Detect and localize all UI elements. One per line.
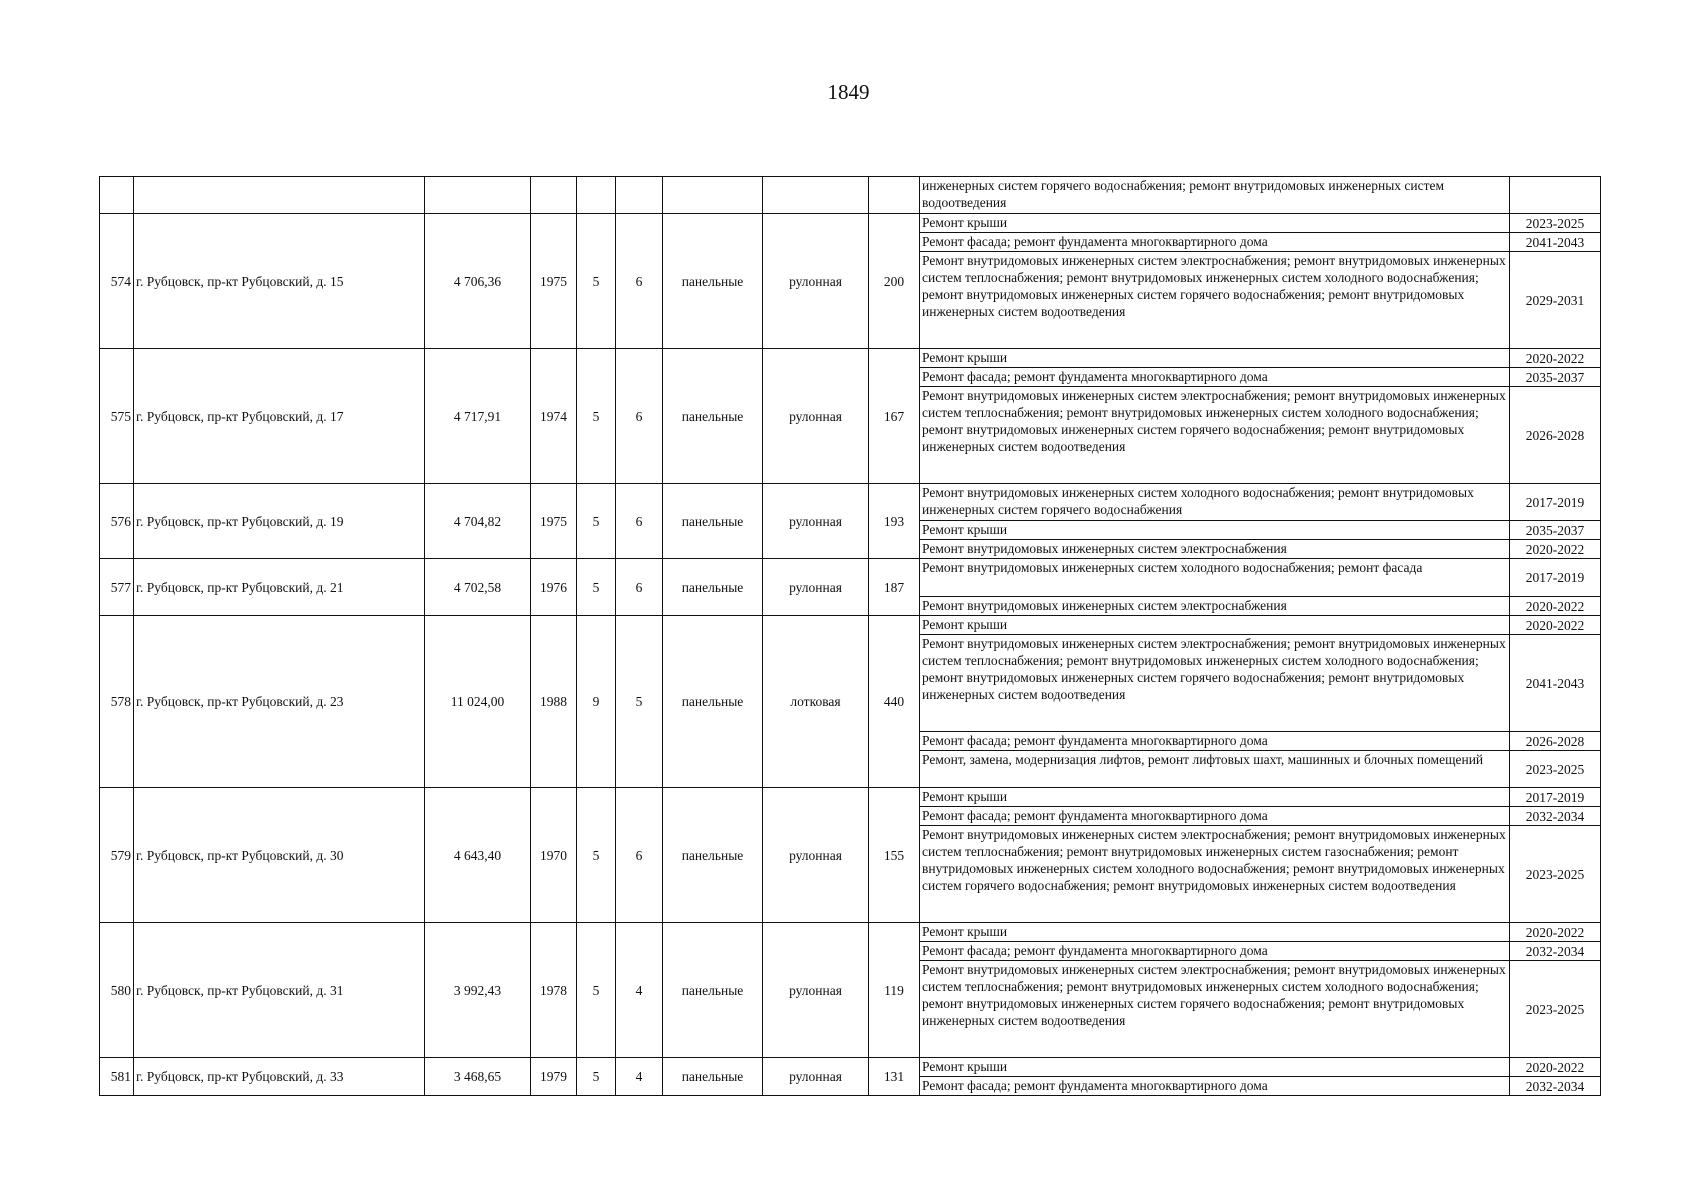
page-number: 1849 xyxy=(827,80,870,104)
work-type-cell: Ремонт внутридомовых инженерных систем электроснабжения; ремонт внутридомовых инженерных систем теплоснабжения; ремонт внутридомовых инженерных систем холодного водоснабжения; ремонт внутридомовых инженерных систем горячего водоснабжения; ремонт внутридомовых инженерных систем водоотведения xyxy=(920,252,1510,349)
table-row xyxy=(100,788,1601,807)
work-type-cell: Ремонт внутридомовых инженерных систем электроснабжения; ремонт внутридомовых инженерных систем теплоснабжения; ремонт внутридомовых инженерных систем холодного водоснабжения; ремонт внутридомовых инженерных систем горячего водоснабжения; ремонт внутридомовых инженерных систем водоотведения xyxy=(920,635,1510,732)
table-row xyxy=(100,214,1601,233)
work-period-cell: 2035-2037 xyxy=(1510,368,1601,387)
work-type-cell: Ремонт фасада; ремонт фундамента многоквартирного дома xyxy=(920,1077,1510,1096)
cell-address: г. Рубцовск, пр-кт Рубцовский, д. 31 xyxy=(134,923,425,1058)
table-row xyxy=(100,1058,1601,1077)
table-body xyxy=(100,177,1601,1096)
work-type-cell: Ремонт, замена, модернизация лифтов, ремонт лифтовых шахт, машинных и блочных помещений xyxy=(920,751,1510,788)
table-row xyxy=(100,559,1601,597)
work-period-cell: 2041-2043 xyxy=(1510,233,1601,252)
cell-empty xyxy=(531,177,577,214)
work-period-cell: 2017-2019 xyxy=(1510,559,1601,597)
cell-build-year: 1974 xyxy=(531,349,577,484)
cell-row-number: 578 xyxy=(100,616,134,788)
table-row xyxy=(100,616,1601,635)
work-period-cell xyxy=(1510,177,1601,214)
work-type-cell: Ремонт фасада; ремонт фундамента многоквартирного дома xyxy=(920,233,1510,252)
work-period-cell: 2023-2025 xyxy=(1510,751,1601,788)
cell-residents: 167 xyxy=(869,349,920,484)
table-row xyxy=(100,923,1601,942)
cell-wall-material: панельные xyxy=(663,484,763,559)
cell-empty xyxy=(869,177,920,214)
cell-empty xyxy=(577,177,616,214)
capital-repair-table xyxy=(99,176,1601,1096)
work-period-cell: 2017-2019 xyxy=(1510,484,1601,521)
work-type-cell: Ремонт внутридомовых инженерных систем электроснабжения xyxy=(920,540,1510,559)
work-period-cell: 2020-2022 xyxy=(1510,540,1601,559)
cell-build-year: 1988 xyxy=(531,616,577,788)
cell-residents: 155 xyxy=(869,788,920,923)
work-period-cell: 2032-2034 xyxy=(1510,942,1601,961)
cell-address: г. Рубцовск, пр-кт Рубцовский, д. 23 xyxy=(134,616,425,788)
cell-entrances: 6 xyxy=(616,484,663,559)
cell-build-year: 1975 xyxy=(531,484,577,559)
cell-row-number: 579 xyxy=(100,788,134,923)
cell-build-year: 1979 xyxy=(531,1058,577,1096)
cell-residents: 440 xyxy=(869,616,920,788)
cell-row-number: 581 xyxy=(100,1058,134,1096)
cell-floors: 5 xyxy=(577,484,616,559)
cell-entrances: 6 xyxy=(616,788,663,923)
work-period-cell: 2029-2031 xyxy=(1510,252,1601,349)
table-row-continuation xyxy=(100,177,1601,214)
work-type-cell: Ремонт крыши xyxy=(920,923,1510,942)
cell-build-year: 1978 xyxy=(531,923,577,1058)
work-type-cell: Ремонт фасада; ремонт фундамента многоквартирного дома xyxy=(920,807,1510,826)
work-type-cell: Ремонт крыши xyxy=(920,349,1510,368)
cell-roof-type: рулонная xyxy=(763,484,869,559)
cell-floors: 5 xyxy=(577,349,616,484)
cell-wall-material: панельные xyxy=(663,214,763,349)
cell-roof-type: рулонная xyxy=(763,559,869,616)
cell-entrances: 6 xyxy=(616,559,663,616)
cell-roof-type: рулонная xyxy=(763,788,869,923)
cell-residents: 200 xyxy=(869,214,920,349)
cell-empty xyxy=(100,177,134,214)
work-period-cell: 2017-2019 xyxy=(1510,788,1601,807)
cell-wall-material: панельные xyxy=(663,923,763,1058)
cell-row-number: 575 xyxy=(100,349,134,484)
cell-total-area: 4 702,58 xyxy=(425,559,531,616)
table-row xyxy=(100,484,1601,521)
cell-total-area: 11 024,00 xyxy=(425,616,531,788)
cell-wall-material: панельные xyxy=(663,788,763,923)
cell-row-number: 577 xyxy=(100,559,134,616)
work-period-cell: 2032-2034 xyxy=(1510,1077,1601,1096)
cell-total-area: 4 643,40 xyxy=(425,788,531,923)
cell-row-number: 574 xyxy=(100,214,134,349)
cell-entrances: 4 xyxy=(616,1058,663,1096)
work-period-cell: 2020-2022 xyxy=(1510,616,1601,635)
work-period-cell: 2023-2025 xyxy=(1510,826,1601,923)
work-period-cell: 2035-2037 xyxy=(1510,521,1601,540)
cell-floors: 5 xyxy=(577,214,616,349)
work-type-cell: Ремонт внутридомовых инженерных систем электроснабжения xyxy=(920,597,1510,616)
cell-row-number: 580 xyxy=(100,923,134,1058)
cell-floors: 9 xyxy=(577,616,616,788)
cell-roof-type: рулонная xyxy=(763,1058,869,1096)
work-type-cell: Ремонт крыши xyxy=(920,521,1510,540)
cell-total-area: 4 717,91 xyxy=(425,349,531,484)
work-period-cell: 2020-2022 xyxy=(1510,597,1601,616)
work-type-cell: инженерных систем горячего водоснабжения; ремонт внутридомовых инженерных систем водоотведения xyxy=(920,177,1510,214)
cell-entrances: 5 xyxy=(616,616,663,788)
cell-floors: 5 xyxy=(577,559,616,616)
work-type-cell: Ремонт крыши xyxy=(920,1058,1510,1077)
work-type-cell: Ремонт фасада; ремонт фундамента многоквартирного дома xyxy=(920,732,1510,751)
cell-total-area: 3 992,43 xyxy=(425,923,531,1058)
cell-address: г. Рубцовск, пр-кт Рубцовский, д. 21 xyxy=(134,559,425,616)
cell-empty xyxy=(663,177,763,214)
cell-empty xyxy=(763,177,869,214)
work-type-cell: Ремонт внутридомовых инженерных систем электроснабжения; ремонт внутридомовых инженерных систем теплоснабжения; ремонт внутридомовых инженерных систем газоснабжения; ремонт внутридомовых инженерных систем холодного водоснабжения; ремонт внутридомовых инженерных систем горячего водоснабжения; ремонт внутридомовых инженерных систем водоотведения xyxy=(920,826,1510,923)
cell-entrances: 6 xyxy=(616,214,663,349)
cell-roof-type: рулонная xyxy=(763,923,869,1058)
cell-address: г. Рубцовск, пр-кт Рубцовский, д. 19 xyxy=(134,484,425,559)
cell-address: г. Рубцовск, пр-кт Рубцовский, д. 33 xyxy=(134,1058,425,1096)
cell-roof-type: рулонная xyxy=(763,349,869,484)
work-period-cell: 2026-2028 xyxy=(1510,732,1601,751)
work-period-cell: 2041-2043 xyxy=(1510,635,1601,732)
work-type-cell: Ремонт крыши xyxy=(920,616,1510,635)
cell-roof-type: рулонная xyxy=(763,214,869,349)
work-period-cell: 2023-2025 xyxy=(1510,214,1601,233)
table-row xyxy=(100,349,1601,368)
work-type-cell: Ремонт внутридомовых инженерных систем холодного водоснабжения; ремонт внутридомовых инженерных систем горячего водоснабжения xyxy=(920,484,1510,521)
work-type-cell: Ремонт фасада; ремонт фундамента многоквартирного дома xyxy=(920,942,1510,961)
cell-address: г. Рубцовск, пр-кт Рубцовский, д. 30 xyxy=(134,788,425,923)
work-type-cell: Ремонт внутридомовых инженерных систем электроснабжения; ремонт внутридомовых инженерных систем теплоснабжения; ремонт внутридомовых инженерных систем холодного водоснабжения; ремонт внутридомовых инженерных систем горячего водоснабжения; ремонт внутридомовых инженерных систем водоотведения xyxy=(920,387,1510,484)
work-type-cell: Ремонт крыши xyxy=(920,788,1510,807)
work-period-cell: 2023-2025 xyxy=(1510,961,1601,1058)
work-type-cell: Ремонт крыши xyxy=(920,214,1510,233)
cell-row-number: 576 xyxy=(100,484,134,559)
cell-floors: 5 xyxy=(577,1058,616,1096)
work-period-cell: 2026-2028 xyxy=(1510,387,1601,484)
cell-address: г. Рубцовск, пр-кт Рубцовский, д. 15 xyxy=(134,214,425,349)
work-period-cell: 2020-2022 xyxy=(1510,923,1601,942)
cell-wall-material: панельные xyxy=(663,559,763,616)
work-period-cell: 2032-2034 xyxy=(1510,807,1601,826)
cell-residents: 131 xyxy=(869,1058,920,1096)
cell-empty xyxy=(616,177,663,214)
cell-build-year: 1970 xyxy=(531,788,577,923)
cell-wall-material: панельные xyxy=(663,616,763,788)
cell-floors: 5 xyxy=(577,788,616,923)
cell-floors: 5 xyxy=(577,923,616,1058)
cell-residents: 119 xyxy=(869,923,920,1058)
cell-build-year: 1975 xyxy=(531,214,577,349)
cell-build-year: 1976 xyxy=(531,559,577,616)
cell-total-area: 3 468,65 xyxy=(425,1058,531,1096)
cell-address: г. Рубцовск, пр-кт Рубцовский, д. 17 xyxy=(134,349,425,484)
cell-residents: 187 xyxy=(869,559,920,616)
work-period-cell: 2020-2022 xyxy=(1510,1058,1601,1077)
cell-roof-type: лотковая xyxy=(763,616,869,788)
cell-total-area: 4 704,82 xyxy=(425,484,531,559)
work-period-cell: 2020-2022 xyxy=(1510,349,1601,368)
cell-entrances: 4 xyxy=(616,923,663,1058)
work-type-cell: Ремонт внутридомовых инженерных систем холодного водоснабжения; ремонт фасада xyxy=(920,559,1510,597)
cell-total-area: 4 706,36 xyxy=(425,214,531,349)
cell-empty xyxy=(425,177,531,214)
cell-empty xyxy=(134,177,425,214)
cell-wall-material: панельные xyxy=(663,1058,763,1096)
cell-wall-material: панельные xyxy=(663,349,763,484)
cell-residents: 193 xyxy=(869,484,920,559)
work-type-cell: Ремонт внутридомовых инженерных систем электроснабжения; ремонт внутридомовых инженерных систем теплоснабжения; ремонт внутридомовых инженерных систем холодного водоснабжения; ремонт внутридомовых инженерных систем горячего водоснабжения; ремонт внутридомовых инженерных систем водоотведения xyxy=(920,961,1510,1058)
cell-entrances: 6 xyxy=(616,349,663,484)
work-type-cell: Ремонт фасада; ремонт фундамента многоквартирного дома xyxy=(920,368,1510,387)
